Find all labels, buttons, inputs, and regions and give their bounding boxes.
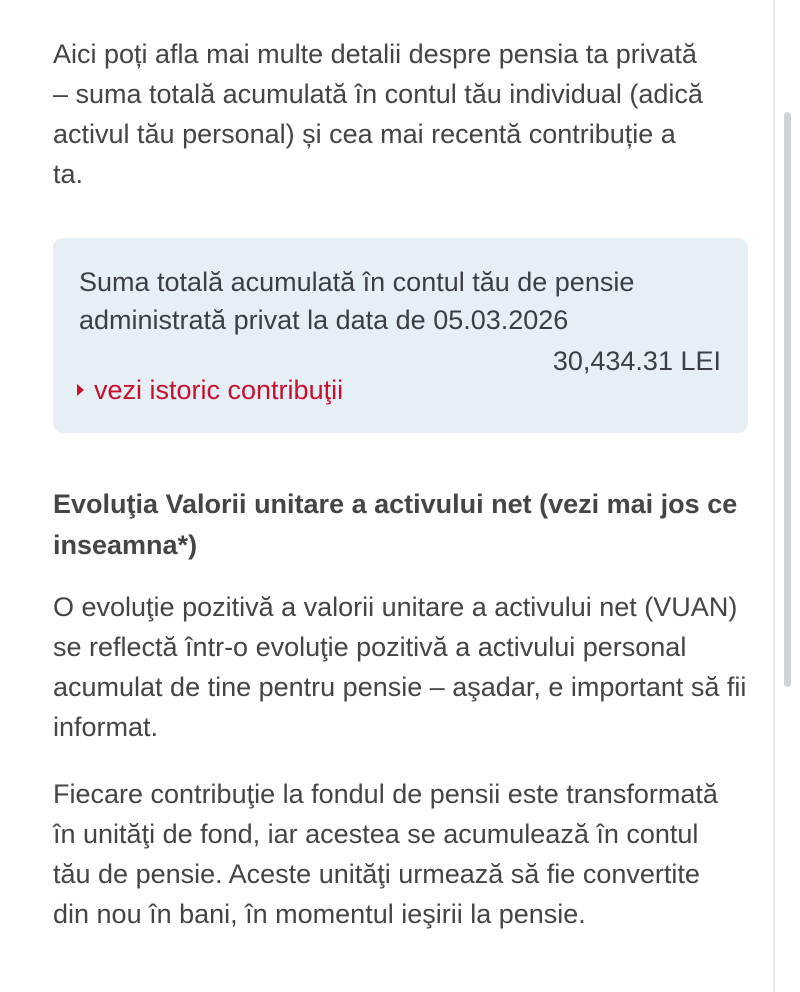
- caret-right-icon: [77, 384, 84, 396]
- accumulated-amount-description: Suma totală acumulată în contul tău de pensie administrată privat la data de 05.03.2026: [79, 267, 635, 335]
- scrollbar[interactable]: [784, 112, 791, 687]
- content-frame-border: [773, 0, 775, 992]
- main-content: [53, 34, 753, 934]
- accumulated-amount-value: 30,434.31 LEI: [552, 346, 721, 376]
- vuan-section-heading: Evoluţia Valorii unitare a activului net (vezi mai jos ce inseamna*): [53, 489, 738, 560]
- contribution-history-link[interactable]: [77, 370, 343, 410]
- accumulated-amount-card: [53, 238, 748, 433]
- vuan-explanation-paragraph: O evoluţie pozitivă a valorii unitare a activului net (VUAN) se reflectă într-o evoluţie pozitivă a activului personal acumulat de tine pentru pensie – aşadar, e important să fii informat.: [53, 592, 747, 742]
- contribution-history-link-label: vezi istoric contribuţii: [94, 375, 344, 405]
- fund-units-paragraph: Fiecare contribuţie la fondul de pensii este transformată în unităţi de fond, iar acestea se acumulează în contul tău de pensie. Aceste unităţi urmează să fie convertite din nou în bani, în momentul ieşirii la pensie.: [53, 779, 718, 929]
- intro-text: Aici poți afla mai multe detalii despre pensia ta privată – suma totală acumulată în contul tău individual (adică activul tău personal) și cea mai recentă contribuție a ta.: [53, 39, 703, 189]
